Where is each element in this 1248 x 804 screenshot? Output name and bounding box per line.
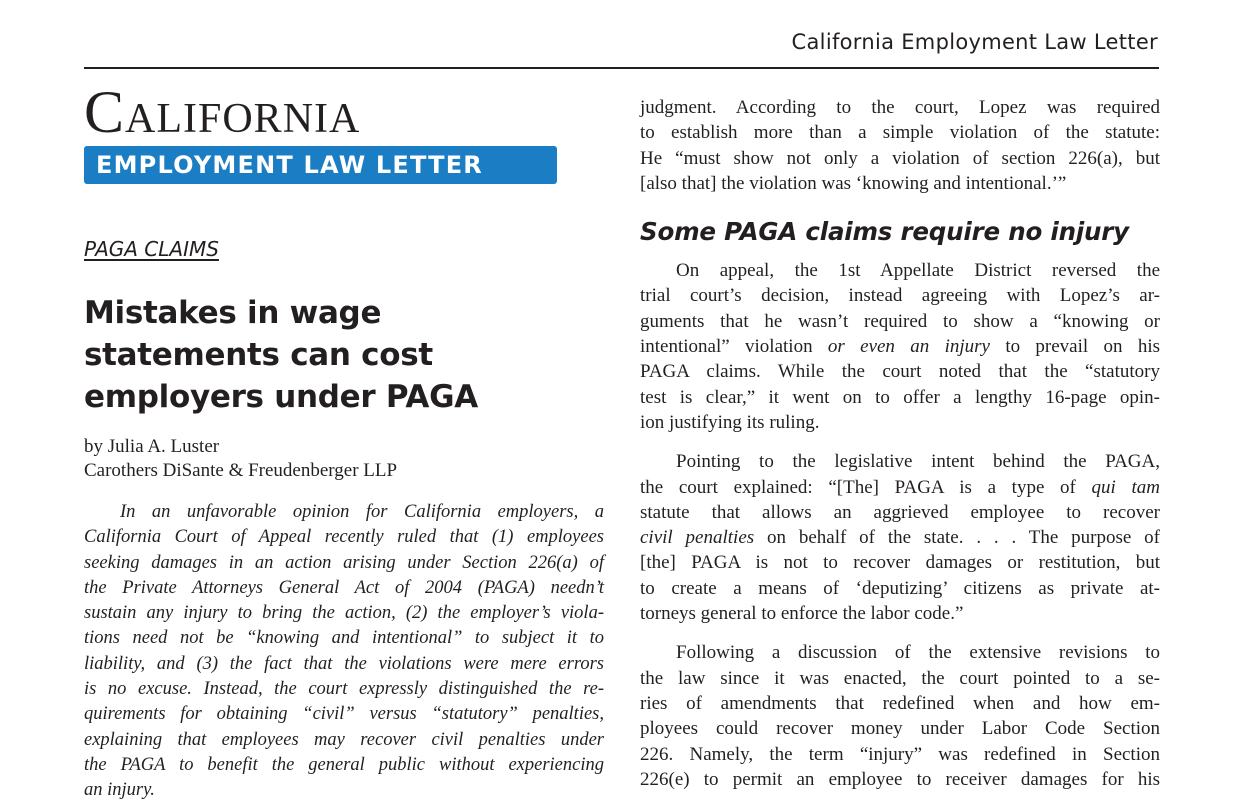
text-line: sustain any injury to bring the action, (2) the employer’s viola-	[84, 603, 604, 624]
text-line: In an unfavorable opinion for California employers, a	[120, 502, 604, 522]
text-line: to establish more than a simple violation of the statute:	[640, 122, 1160, 144]
masthead-title: California	[84, 79, 361, 145]
text-line: is no excuse. Instead, the court expressly distinguished the re-	[84, 679, 604, 700]
text-line: statute that allows an aggrieved employee to recover	[640, 501, 1160, 523]
italic-run: or even an injury	[827, 336, 990, 358]
paragraph-legislative-intent	[640, 449, 1160, 626]
text-line: [the] PAGA is not to recover damages or restitution, but	[640, 552, 1160, 574]
text-run: on behalf of the state. . . . The purpose of	[754, 527, 1160, 549]
text-line: trial court’s decision, instead agreeing with Lopez’s ar-	[640, 285, 1160, 307]
text-line: the PAGA to benefit the general public without experiencing	[84, 754, 604, 775]
header-rule	[84, 67, 1159, 69]
text-line	[640, 334, 1160, 359]
masthead-subtitle: EMPLOYMENT LAW LETTER	[96, 151, 483, 179]
byline	[84, 435, 397, 483]
text-line: seeking damages in an action arising under Section 226(a) of	[84, 552, 604, 573]
paragraph-spacer	[640, 626, 1160, 640]
text-line: the Private Attorneys General Act of 2004 (PAGA) needn’t	[84, 577, 604, 598]
text-run: to prevail on his	[989, 336, 1161, 358]
article-category: PAGA CLAIMS	[84, 237, 219, 261]
text-line: quirements for obtaining “civil” versus “statutory” penalties,	[84, 704, 604, 725]
text-line: He “must show not only a violation of section 226(a), but	[640, 147, 1160, 169]
running-header-title: California Employment Law Letter	[791, 30, 1158, 54]
paragraph-amendments	[640, 640, 1160, 792]
text-line: ployees could recover money under Labor Code Section	[640, 718, 1160, 740]
headline-line: statements can cost	[84, 337, 433, 373]
text-line: liability, and (3) the fact that the violations were mere errors	[84, 653, 604, 674]
paragraph-judgment	[640, 95, 1160, 196]
text-line: tions need not be “knowing and intentional” to subject it to	[84, 628, 604, 649]
text-line: [also that] the violation was ‘knowing and intentional.’”	[640, 172, 1067, 194]
text-line: ries of amendments that redefined when and how em-	[640, 692, 1160, 714]
article-headline	[84, 292, 584, 418]
text-line: 226(e) to permit an employee to receiver damages for his	[640, 768, 1160, 790]
italic-run: civil penalties	[640, 527, 755, 549]
text-line: California Court of Appeal recently ruled that (1) employees	[84, 527, 604, 548]
paragraph-appeal	[640, 258, 1160, 435]
text-run: intentional” violation	[640, 336, 828, 358]
text-line: guments that he wasn’t required to show a “knowing or	[640, 310, 1160, 332]
right-column	[640, 95, 1160, 792]
author-name: by Julia A. Luster	[84, 436, 220, 457]
text-line: explaining that employees may recover civil penalties under	[84, 729, 604, 750]
text-line: an injury.	[84, 780, 155, 801]
text-line: the law since it was enacted, the court pointed to a se-	[640, 667, 1160, 689]
intro-paragraph	[84, 500, 604, 804]
text-line: Following a discussion of the extensive revisions to	[676, 642, 1160, 664]
text-line: to create a means of ‘deputizing’ citizens as private at-	[640, 577, 1160, 599]
text-line: 226. Namely, the term “injury” was redefined in Section	[640, 743, 1160, 765]
text-run: the court explained: “[The] PAGA is a type of	[640, 476, 1092, 498]
text-line: PAGA claims. While the court noted that the “statutory	[640, 361, 1160, 383]
text-line: Pointing to the legislative intent behind the PAGA,	[676, 451, 1160, 473]
paragraph-spacer	[640, 435, 1160, 449]
text-line: judgment. According to the court, Lopez was required	[640, 97, 1160, 118]
text-line	[640, 475, 1160, 500]
headline-line: Mistakes in wage	[84, 295, 382, 331]
author-firm: Carothers DiSante & Freudenberger LLP	[84, 460, 398, 481]
text-line: ion justifying its ruling.	[640, 411, 820, 433]
text-line: test is clear,” it went on to offer a lengthy 16-page opin-	[640, 386, 1160, 408]
headline-line: employers under PAGA	[84, 379, 478, 415]
text-line: torneys general to enforce the labor code.”	[640, 603, 964, 625]
text-line: On appeal, the 1st Appellate District reversed the	[676, 260, 1160, 282]
italic-run: qui tam	[1091, 476, 1160, 498]
text-line	[640, 525, 1160, 550]
section-subheading: Some PAGA claims require no injury	[640, 217, 1129, 247]
